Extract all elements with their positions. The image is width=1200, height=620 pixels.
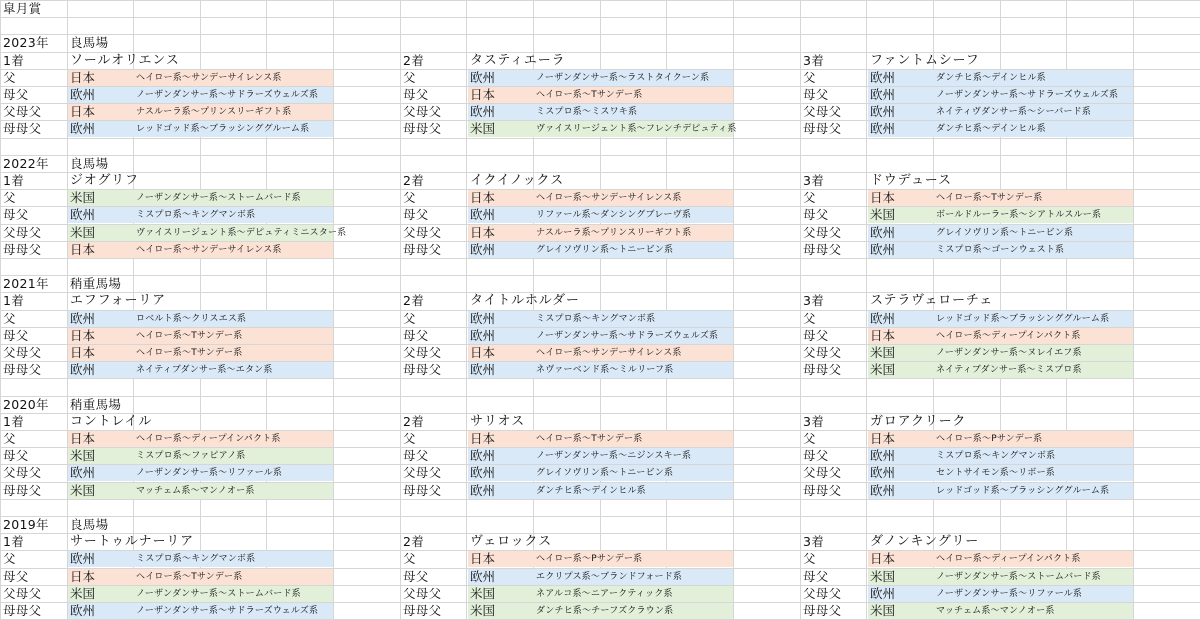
region-cell[interactable]: 米国	[470, 603, 496, 618]
sire-line-cell[interactable]: ヘイロー系〜Pサンデー系	[536, 554, 643, 564]
pedigree-row-label[interactable]: 母母父	[803, 603, 842, 618]
region-cell[interactable]: 欧州	[470, 328, 496, 343]
sire-line-cell[interactable]: ヘイロー系〜ディープインパクト系	[136, 434, 281, 444]
sire-line-cell[interactable]: ネアルコ系〜ニアークティック系	[536, 589, 673, 599]
finish-place[interactable]: 3着	[803, 293, 825, 308]
sheet-row	[0, 292, 1200, 309]
sire-line-cell[interactable]: ヘイロー系〜Tサンデー系	[936, 193, 1043, 203]
pedigree-row-label[interactable]: 母父	[403, 569, 429, 584]
region-cell[interactable]: 米国	[870, 362, 896, 377]
finish-place[interactable]: 1着	[3, 173, 25, 188]
region-cell[interactable]: 欧州	[870, 242, 896, 257]
region-cell[interactable]: 欧州	[470, 207, 496, 222]
pedigree-row-label[interactable]: 母父	[3, 569, 29, 584]
region-cell[interactable]: 欧州	[70, 311, 96, 326]
region-cell[interactable]: 欧州	[470, 569, 496, 584]
gridline-horizontal	[0, 499, 1200, 500]
region-cell[interactable]: 日本	[870, 190, 896, 205]
pedigree-row-label[interactable]: 母母父	[803, 121, 842, 136]
region-cell[interactable]: 日本	[470, 551, 496, 566]
horse-name[interactable]: ガロアクリーク	[870, 414, 967, 429]
sire-line-cell[interactable]: ノーザンダンサー系〜ニジンスキー系	[536, 451, 692, 461]
sire-line-cell[interactable]: ダンチヒ系〜デインヒル系	[936, 73, 1046, 83]
region-cell[interactable]: 日本	[70, 328, 96, 343]
sire-line-cell[interactable]: ノーザンダンサー系〜リファール系	[936, 589, 1083, 599]
track-condition[interactable]: 良馬場	[70, 35, 109, 50]
sheet-row	[0, 568, 1200, 585]
pedigree-row-label[interactable]: 父	[3, 311, 16, 326]
pedigree-row-label[interactable]: 父	[803, 311, 816, 326]
year-label[interactable]: 2019年	[3, 517, 49, 532]
gridline-horizontal	[0, 258, 1200, 259]
horse-name[interactable]: サートゥルナーリア	[70, 534, 194, 549]
region-cell[interactable]: 米国	[870, 569, 896, 584]
pedigree-row-label[interactable]: 父	[803, 431, 816, 446]
pedigree-row-label[interactable]: 母母父	[3, 121, 42, 136]
sheet-row	[0, 361, 1200, 378]
sire-line-cell[interactable]: ヘイロー系〜ディープインパクト系	[936, 554, 1081, 564]
gridline-horizontal	[0, 378, 1200, 379]
sire-line-cell[interactable]: ヘイロー系〜Tサンデー系	[136, 572, 243, 582]
region-cell[interactable]: 日本	[470, 431, 496, 446]
horse-name[interactable]: ソールオリエンス	[70, 53, 180, 68]
sheet-row	[0, 482, 1200, 499]
sire-line-cell[interactable]: ヘイロー系〜Tサンデー系	[536, 90, 643, 100]
sheet-row	[0, 224, 1200, 241]
gridline-horizontal	[0, 17, 1200, 18]
finish-place[interactable]: 3着	[803, 173, 825, 188]
horse-name[interactable]: イクイノックス	[470, 173, 564, 188]
sire-line-cell[interactable]: ネヴァーベンド系〜ミルリーフ系	[536, 365, 674, 375]
region-cell[interactable]: 米国	[870, 345, 896, 360]
sire-line-cell[interactable]: ボールドルーラー系〜シアトルスルー系	[936, 210, 1102, 220]
pedigree-row-label[interactable]: 母母父	[403, 121, 442, 136]
region-cell[interactable]: 日本	[470, 87, 496, 102]
pedigree-row-label[interactable]: 母父	[803, 328, 829, 343]
pedigree-row-label[interactable]: 母母父	[803, 362, 842, 377]
sire-line-cell[interactable]: ナスルーラ系〜プリンスリーギフト系	[136, 107, 292, 117]
region-cell[interactable]: 日本	[70, 242, 96, 257]
sheet-row	[0, 34, 1200, 51]
sire-line-cell[interactable]: ノーザンダンサー系〜サドラーズウェルズ系	[136, 90, 319, 100]
sire-line-cell[interactable]: ミスプロ系〜ファピアノ系	[136, 451, 246, 461]
sire-line-cell[interactable]: グレイソヴリン系〜トニービン系	[536, 245, 674, 255]
pedigree-row-label[interactable]: 母父	[803, 448, 829, 463]
sheet-row	[0, 69, 1200, 86]
horse-name[interactable]: エフフォーリア	[70, 293, 166, 308]
region-cell[interactable]: 欧州	[470, 448, 496, 463]
sire-line-cell[interactable]: ミスプロ系〜キングマンボ系	[936, 451, 1056, 461]
pedigree-row-label[interactable]: 父	[403, 70, 416, 85]
sheet-row	[0, 241, 1200, 258]
pedigree-row-label[interactable]: 母父	[403, 207, 429, 222]
sire-line-cell[interactable]: ミスプロ系〜ゴーンウェスト系	[936, 245, 1065, 255]
pedigree-row-label[interactable]: 母父	[3, 448, 29, 463]
sire-line-cell[interactable]: ノーザンダンサー系〜ラストタイクーン系	[536, 73, 710, 83]
sheet-row	[0, 413, 1200, 430]
region-cell[interactable]: 日本	[470, 190, 496, 205]
region-cell[interactable]: 米国	[70, 190, 96, 205]
sheet-row	[0, 585, 1200, 602]
sire-line-cell[interactable]: マッチェム系〜マンノオー系	[936, 606, 1055, 616]
sire-line-cell[interactable]: ヘイロー系〜ディープインパクト系	[936, 331, 1081, 341]
sire-line-cell[interactable]: ノーザンダンサー系〜ストームバード系	[136, 193, 301, 203]
region-cell[interactable]: 日本	[870, 551, 896, 566]
region-cell[interactable]: 欧州	[70, 207, 96, 222]
horse-name[interactable]: タスティエーラ	[470, 53, 566, 68]
region-cell[interactable]: 米国	[70, 225, 96, 240]
sheet-row	[0, 103, 1200, 120]
region-cell[interactable]: 日本	[70, 70, 96, 85]
pedigree-row-label[interactable]: 父母父	[403, 104, 442, 119]
sire-line-cell[interactable]: ヘイロー系〜サンデーサイレンス系	[536, 193, 682, 203]
pedigree-row-label[interactable]: 父	[403, 431, 416, 446]
region-cell[interactable]: 欧州	[870, 87, 896, 102]
pedigree-row-label[interactable]: 父母父	[803, 586, 842, 601]
pedigree-row-label[interactable]: 母母父	[3, 362, 42, 377]
sheet-row	[0, 155, 1200, 172]
year-label[interactable]: 2022年	[3, 156, 49, 171]
region-cell[interactable]: 欧州	[70, 551, 96, 566]
region-cell[interactable]: 欧州	[870, 311, 896, 326]
sire-line-cell[interactable]: ミスプロ系〜キングマンボ系	[536, 314, 656, 324]
track-condition[interactable]: 稍重馬場	[70, 276, 122, 291]
region-cell[interactable]: 日本	[870, 328, 896, 343]
finish-place[interactable]: 1着	[3, 293, 25, 308]
pedigree-row-label[interactable]: 母父	[803, 207, 829, 222]
sheet-row	[0, 516, 1200, 533]
region-cell[interactable]: 日本	[470, 225, 496, 240]
pedigree-row-label[interactable]: 父母父	[3, 345, 42, 360]
horse-name[interactable]: ダノンキングリー	[870, 534, 980, 549]
sire-line-cell[interactable]: ネイティヴダンサー系〜シーバード系	[936, 107, 1092, 117]
pedigree-row-label[interactable]: 母母父	[403, 242, 442, 257]
pedigree-row-label[interactable]: 父母父	[803, 345, 842, 360]
pedigree-row-label[interactable]: 父母父	[3, 225, 42, 240]
region-cell[interactable]: 欧州	[470, 483, 496, 498]
horse-name[interactable]: コントレイル	[70, 414, 153, 429]
pedigree-row-label[interactable]: 父	[3, 431, 16, 446]
track-condition[interactable]: 良馬場	[70, 517, 109, 532]
sheet-row	[0, 396, 1200, 413]
region-cell[interactable]: 欧州	[870, 448, 896, 463]
region-cell[interactable]: 欧州	[470, 104, 496, 119]
sire-line-cell[interactable]: ナスルーラ系〜プリンスリーギフト系	[536, 228, 692, 238]
pedigree-row-label[interactable]: 父母父	[3, 104, 42, 119]
sire-line-cell[interactable]: ヴァイスリージェント系〜デピュティミニスター系	[136, 228, 347, 238]
pedigree-row-label[interactable]: 父	[403, 190, 416, 205]
sire-line-cell[interactable]: ヘイロー系〜Pサンデー系	[936, 434, 1043, 444]
sire-line-cell[interactable]: セントサイモン系〜リボー系	[936, 468, 1055, 478]
pedigree-row-label[interactable]: 母母父	[3, 242, 42, 257]
finish-place[interactable]: 3着	[803, 414, 825, 429]
pedigree-row-label[interactable]: 父母父	[803, 465, 842, 480]
finish-place[interactable]: 2着	[403, 293, 425, 308]
region-cell[interactable]: 欧州	[70, 362, 96, 377]
sheet-row	[0, 189, 1200, 206]
region-cell[interactable]: 欧州	[470, 465, 496, 480]
pedigree-row-label[interactable]: 母母父	[403, 483, 442, 498]
sire-line-cell[interactable]: レッドゴッド系〜ブラッシンググルーム系	[936, 486, 1110, 496]
sheet-row	[0, 327, 1200, 344]
region-cell[interactable]: 欧州	[870, 104, 896, 119]
pedigree-row-label[interactable]: 父	[803, 70, 816, 85]
region-cell[interactable]: 欧州	[870, 586, 896, 601]
pedigree-row-label[interactable]: 母母父	[403, 362, 442, 377]
sheet-row	[0, 344, 1200, 361]
horse-name[interactable]: ヴェロックス	[470, 534, 552, 549]
sire-line-cell[interactable]: ノーザンダンサー系〜サドラーズウェルズ系	[136, 606, 319, 616]
sheet-row	[0, 275, 1200, 292]
track-condition[interactable]: 良馬場	[70, 156, 109, 171]
year-label[interactable]: 2023年	[3, 35, 49, 50]
pedigree-row-label[interactable]: 父母父	[803, 225, 842, 240]
sheet-row	[0, 602, 1200, 619]
sheet-row	[0, 86, 1200, 103]
sheet-row	[0, 172, 1200, 189]
sire-line-cell[interactable]: ダンチヒ系〜デインヒル系	[536, 486, 646, 496]
pedigree-row-label[interactable]: 母母父	[3, 603, 42, 618]
region-cell[interactable]: 欧州	[70, 465, 96, 480]
pedigree-row-label[interactable]: 父母父	[403, 465, 442, 480]
pedigree-row-label[interactable]: 母父	[3, 87, 29, 102]
pedigree-row-label[interactable]: 母父	[803, 569, 829, 584]
gridline-horizontal	[0, 138, 1200, 139]
sire-line-cell[interactable]: ヘイロー系〜Tサンデー系	[136, 331, 243, 341]
region-cell[interactable]: 米国	[70, 483, 96, 498]
region-cell[interactable]: 日本	[870, 431, 896, 446]
sheet-row	[0, 52, 1200, 69]
horse-name[interactable]: ジオグリフ	[70, 173, 139, 188]
sheet-row	[0, 550, 1200, 567]
sheet-row	[0, 310, 1200, 327]
pedigree-row-label[interactable]: 母母父	[3, 483, 42, 498]
sheet-row	[0, 447, 1200, 464]
region-cell[interactable]: 日本	[70, 104, 96, 119]
sire-line-cell[interactable]: リファール系〜ダンシングブレーヴ系	[536, 210, 692, 220]
sire-line-cell[interactable]: ネイティブダンサー系〜エタン系	[136, 365, 273, 375]
sheet-title[interactable]: 皐月賞	[3, 1, 42, 16]
year-label[interactable]: 2021年	[3, 276, 49, 291]
finish-place[interactable]: 2着	[403, 534, 425, 549]
region-cell[interactable]: 欧州	[470, 311, 496, 326]
pedigree-row-label[interactable]: 父	[403, 311, 416, 326]
finish-place[interactable]: 2着	[403, 173, 425, 188]
pedigree-row-label[interactable]: 父	[3, 551, 16, 566]
sire-line-cell[interactable]: ヘイロー系〜サンデーサイレンス系	[136, 73, 282, 83]
pedigree-row-label[interactable]: 母母父	[403, 603, 442, 618]
pedigree-row-label[interactable]: 母父	[403, 328, 429, 343]
finish-place[interactable]: 1着	[3, 414, 25, 429]
horse-name[interactable]: サリオス	[470, 414, 525, 429]
finish-place[interactable]: 1着	[3, 53, 25, 68]
sire-line-cell[interactable]: グレイソヴリン系〜トニービン系	[536, 468, 674, 478]
year-label[interactable]: 2020年	[3, 397, 49, 412]
region-cell[interactable]: 米国	[470, 121, 496, 136]
finish-place[interactable]: 2着	[403, 53, 425, 68]
region-cell[interactable]: 米国	[870, 207, 896, 222]
finish-place[interactable]: 2着	[403, 414, 425, 429]
region-cell[interactable]: 米国	[70, 586, 96, 601]
region-cell[interactable]: 欧州	[70, 121, 96, 136]
pedigree-row-label[interactable]: 父母父	[403, 225, 442, 240]
region-cell[interactable]: 欧州	[470, 70, 496, 85]
sire-line-cell[interactable]: エクリプス系〜ブランドフォード系	[536, 572, 683, 582]
sire-line-cell[interactable]: ノーザンダンサー系〜ヌレイエフ系	[936, 348, 1082, 358]
region-cell[interactable]: 日本	[70, 345, 96, 360]
sire-line-cell[interactable]: ヴァイスリージェント系〜フレンチデピュティ系	[536, 124, 737, 134]
sire-line-cell[interactable]: ノーザンダンサー系〜リファール系	[136, 468, 283, 478]
horse-name[interactable]: ドウデュース	[870, 173, 952, 188]
sire-line-cell[interactable]: マッチェム系〜マンノオー系	[136, 486, 255, 496]
region-cell[interactable]: 日本	[70, 431, 96, 446]
sire-line-cell[interactable]: ダンチヒ系〜デインヒル系	[936, 124, 1046, 134]
region-cell[interactable]: 欧州	[70, 603, 96, 618]
region-cell[interactable]: 欧州	[870, 70, 896, 85]
region-cell[interactable]: 欧州	[470, 242, 496, 257]
track-condition[interactable]: 稍重馬場	[70, 397, 122, 412]
pedigree-row-label[interactable]: 母父	[403, 87, 429, 102]
region-cell[interactable]: 欧州	[470, 362, 496, 377]
horse-name[interactable]: ステラヴェローチェ	[870, 293, 994, 308]
region-cell[interactable]: 米国	[470, 586, 496, 601]
region-cell[interactable]: 米国	[70, 448, 96, 463]
region-cell[interactable]: 米国	[870, 603, 896, 618]
sire-line-cell[interactable]: ロベルト系〜クリスエス系	[136, 314, 247, 324]
sheet-row	[0, 206, 1200, 223]
pedigree-row-label[interactable]: 父	[803, 190, 816, 205]
sire-line-cell[interactable]: ノーザンダンサー系〜ストームバード系	[936, 572, 1101, 582]
finish-place[interactable]: 3着	[803, 53, 825, 68]
sire-line-cell[interactable]: ヘイロー系〜サンデーサイレンス系	[136, 245, 282, 255]
sire-line-cell[interactable]: ミスプロ系〜キングマンボ系	[136, 210, 256, 220]
region-cell[interactable]: 欧州	[870, 483, 896, 498]
pedigree-row-label[interactable]: 母父	[3, 328, 29, 343]
pedigree-row-label[interactable]: 父	[803, 551, 816, 566]
horse-name[interactable]: タイトルホルダー	[470, 293, 580, 308]
sire-line-cell[interactable]: レッドゴッド系〜ブラッシンググルーム系	[936, 314, 1110, 324]
sheet-row	[0, 430, 1200, 447]
pedigree-row-label[interactable]: 母父	[3, 207, 29, 222]
pedigree-row-label[interactable]: 父母父	[3, 465, 42, 480]
sire-line-cell[interactable]: ダンチヒ系〜チーフズクラウン系	[536, 606, 674, 616]
pedigree-row-label[interactable]: 母母父	[803, 242, 842, 257]
pedigree-row-label[interactable]: 父母父	[403, 345, 442, 360]
sire-line-cell[interactable]: ミスプロ系〜キングマンボ系	[136, 554, 256, 564]
pedigree-row-label[interactable]: 父母父	[403, 586, 442, 601]
finish-place[interactable]: 3着	[803, 534, 825, 549]
pedigree-row-label[interactable]: 母父	[803, 87, 829, 102]
region-cell[interactable]: 日本	[70, 569, 96, 584]
finish-place[interactable]: 1着	[3, 534, 25, 549]
sire-line-cell[interactable]: ノーザンダンサー系〜ストームバード系	[136, 589, 301, 599]
region-cell[interactable]: 欧州	[70, 87, 96, 102]
region-cell[interactable]: 欧州	[870, 465, 896, 480]
sire-line-cell[interactable]: ヘイロー系〜Tサンデー系	[136, 348, 243, 358]
sire-line-cell[interactable]: ノーザンダンサー系〜サドラーズウェルズ系	[536, 331, 719, 341]
pedigree-row-label[interactable]: 父	[403, 551, 416, 566]
sheet-row	[0, 464, 1200, 481]
sheet-row	[0, 120, 1200, 137]
sire-line-cell[interactable]: ミスプロ系〜ミスワキ系	[536, 107, 638, 117]
pedigree-row-label[interactable]: 父	[3, 190, 16, 205]
pedigree-row-label[interactable]: 父	[3, 70, 16, 85]
pedigree-row-label[interactable]: 父母父	[803, 104, 842, 119]
pedigree-row-label[interactable]: 母母父	[803, 483, 842, 498]
region-cell[interactable]: 欧州	[870, 225, 896, 240]
region-cell[interactable]: 日本	[470, 345, 496, 360]
sire-line-cell[interactable]: ヘイロー系〜Tサンデー系	[536, 434, 643, 444]
sire-line-cell[interactable]: グレイソヴリン系〜トニービン系	[936, 228, 1074, 238]
sire-line-cell[interactable]: ヘイロー系〜サンデーサイレンス系	[536, 348, 682, 358]
region-cell[interactable]: 欧州	[870, 121, 896, 136]
pedigree-row-label[interactable]: 母父	[403, 448, 429, 463]
sire-line-cell[interactable]: ノーザンダンサー系〜サドラーズウェルズ系	[936, 90, 1119, 100]
pedigree-row-label[interactable]: 父母父	[3, 586, 42, 601]
sire-line-cell[interactable]: レッドゴッド系〜ブラッシンググルーム系	[136, 124, 310, 134]
sheet-row	[0, 0, 1200, 17]
sheet-row	[0, 533, 1200, 550]
sire-line-cell[interactable]: ネイティブダンサー系〜ミスプロ系	[936, 365, 1082, 375]
horse-name[interactable]: ファントムシーフ	[870, 53, 980, 68]
